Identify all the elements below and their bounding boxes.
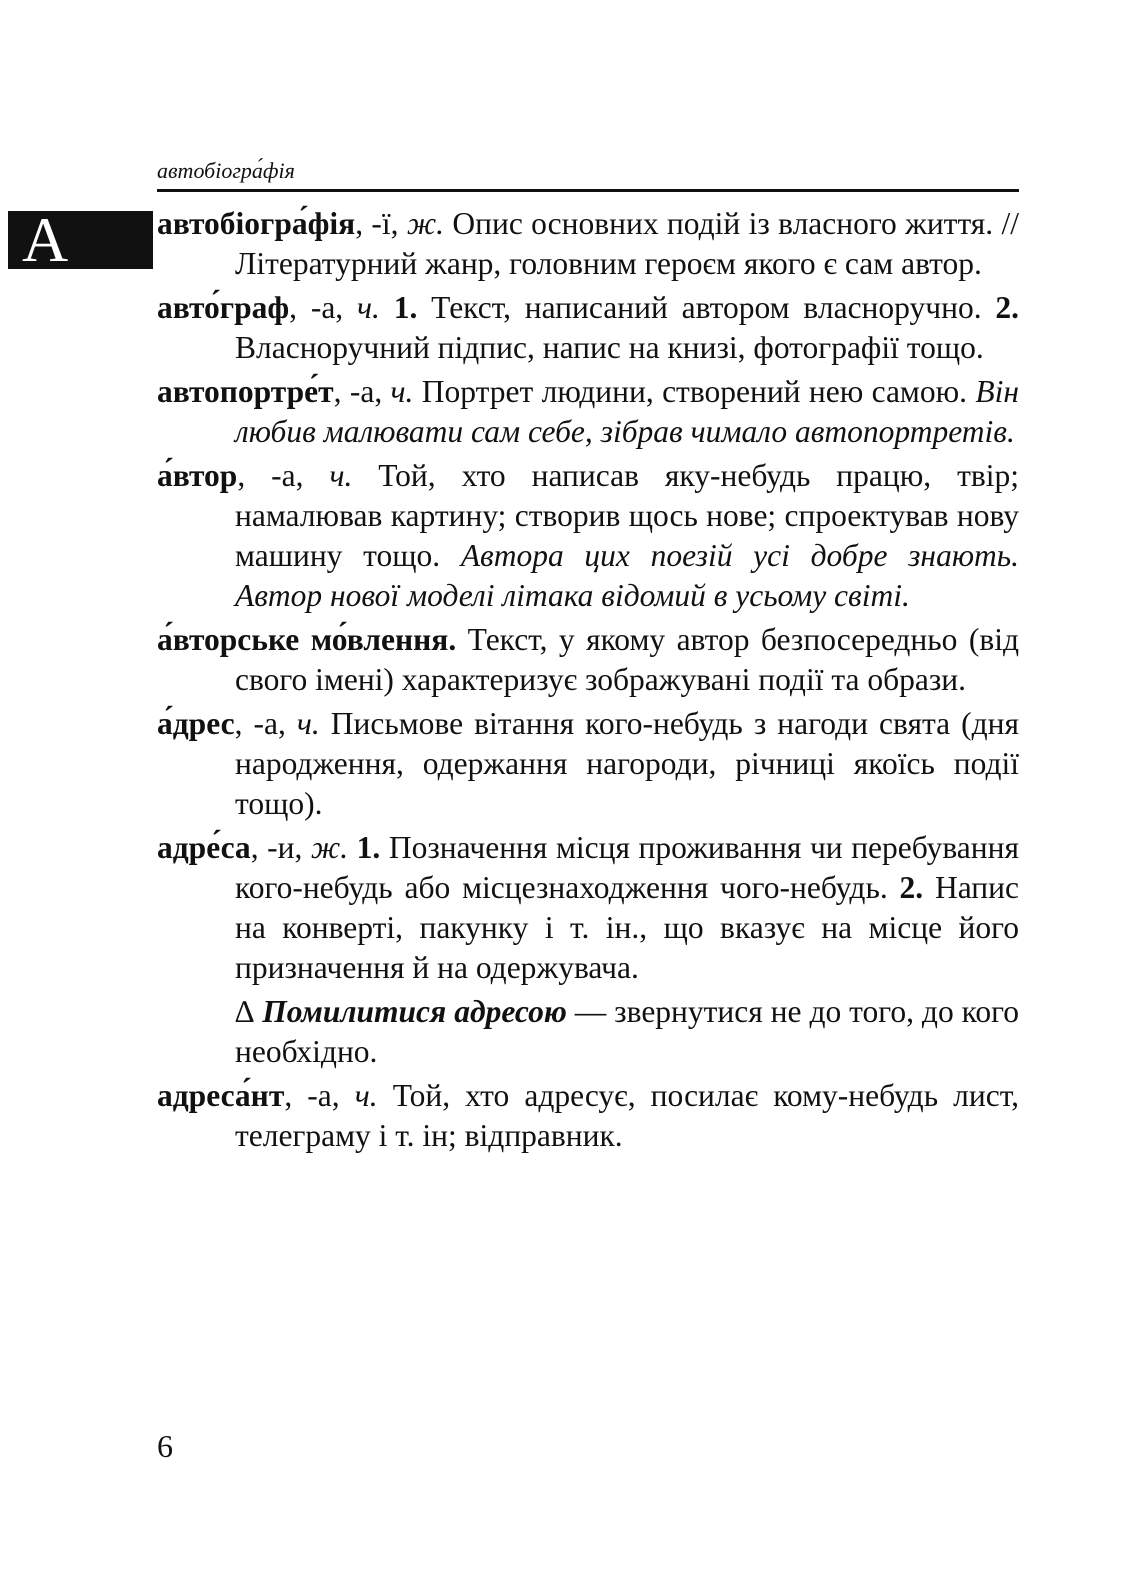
- headword: адре́са: [157, 830, 251, 865]
- headword: автобіогра́фія: [157, 206, 356, 241]
- part-of-speech: ч.: [390, 374, 414, 409]
- grammar: , -а,: [333, 374, 391, 409]
- headword: автопортре́т: [157, 374, 334, 409]
- grammar: , -а,: [284, 1078, 355, 1113]
- grammar: , -а,: [237, 458, 330, 493]
- headword: авто́граф: [157, 290, 290, 325]
- running-head: автобіогра́фія: [157, 158, 295, 183]
- definition: Текст, у якому автор безпосередньо (від свого імені) характеризує зображувані події та образи.: [235, 622, 1019, 697]
- part-of-speech: ж.: [310, 830, 349, 865]
- grammar: , -а,: [289, 290, 357, 325]
- sense-number: 2.: [995, 290, 1020, 325]
- definition: Текст, написаний автором власноручно.: [417, 290, 996, 325]
- part-of-speech: ч.: [296, 706, 320, 741]
- entry-adres: [157, 704, 1019, 824]
- idiom-phrase: Помилитися адресою: [262, 994, 567, 1029]
- headword: а́дрес: [157, 706, 235, 741]
- definition: Портрет людини, створений нею самою.: [413, 374, 976, 409]
- definition: Опис основних подій із власного життя. // Літературний жанр, головним героєм якого є сам автор.: [235, 206, 1019, 281]
- headword: адреса́нт: [157, 1078, 285, 1113]
- part-of-speech: ж.: [406, 206, 445, 241]
- page-number: 6: [157, 1428, 173, 1464]
- idiom-pomylytysia-adresoiu: [157, 992, 1019, 1072]
- definition: Письмове вітання кого-небудь з нагоди свята (дня народження, одержання нагороди, річниці якоїсь події тощо).: [235, 706, 1019, 821]
- definition: Той, хто написав яку-небудь працю, твір; намалював картину; створив щось нове; спроектував нову машину тощо.: [235, 458, 1019, 573]
- definition: Той, хто адресує, посилає кому-небудь лист, телеграму і т. ін; відправник.: [235, 1078, 1019, 1153]
- example: Він любив малювати сам себе, зібрав чимало автопортретів.: [235, 374, 1019, 449]
- sense-number: 2.: [899, 870, 924, 905]
- part-of-speech: ч.: [354, 1078, 378, 1113]
- grammar: , -а,: [234, 706, 297, 741]
- definition: Напис на конверті, пакунку і т. ін., що вказує на місце його призначення й на одержувача.: [235, 870, 1019, 985]
- idiom-meaning: — звернутися не до того, до кого необхідно.: [235, 994, 1019, 1069]
- delta-icon: ∆: [235, 994, 263, 1029]
- entry-adresant: [157, 1076, 1019, 1156]
- entry-avtorske-movlennia: [157, 620, 1019, 700]
- headword: а́втор: [157, 458, 238, 493]
- example: Автора цих поезій усі добре знають. Автор нової моделі літака відомий в усьому світі.: [235, 538, 1019, 613]
- part-of-speech: ч.: [357, 290, 380, 325]
- dictionary-entries: [157, 204, 1019, 1160]
- entry-avtor: [157, 456, 1019, 616]
- sense-number: 1.: [348, 830, 381, 865]
- headword: а́вторське мо́влення.: [157, 622, 457, 657]
- header-rule: [157, 189, 1019, 192]
- grammar: , -ї,: [355, 206, 407, 241]
- entry-adresa: [157, 828, 1019, 988]
- sense-number: 1.: [379, 290, 418, 325]
- part-of-speech: ч.: [329, 458, 353, 493]
- entry-avtobiografiia: [157, 204, 1019, 284]
- definition: Власноручний підпис, напис на книзі, фотографії тощо.: [235, 330, 984, 365]
- grammar: , -и,: [250, 830, 311, 865]
- letter-tab: А: [8, 211, 153, 269]
- entry-avtoportret: [157, 372, 1019, 452]
- entry-avtograf: [157, 288, 1019, 368]
- definition: Позначення місця проживання чи перебування кого-небудь або місцезнаходження чого-небудь.: [235, 830, 1019, 905]
